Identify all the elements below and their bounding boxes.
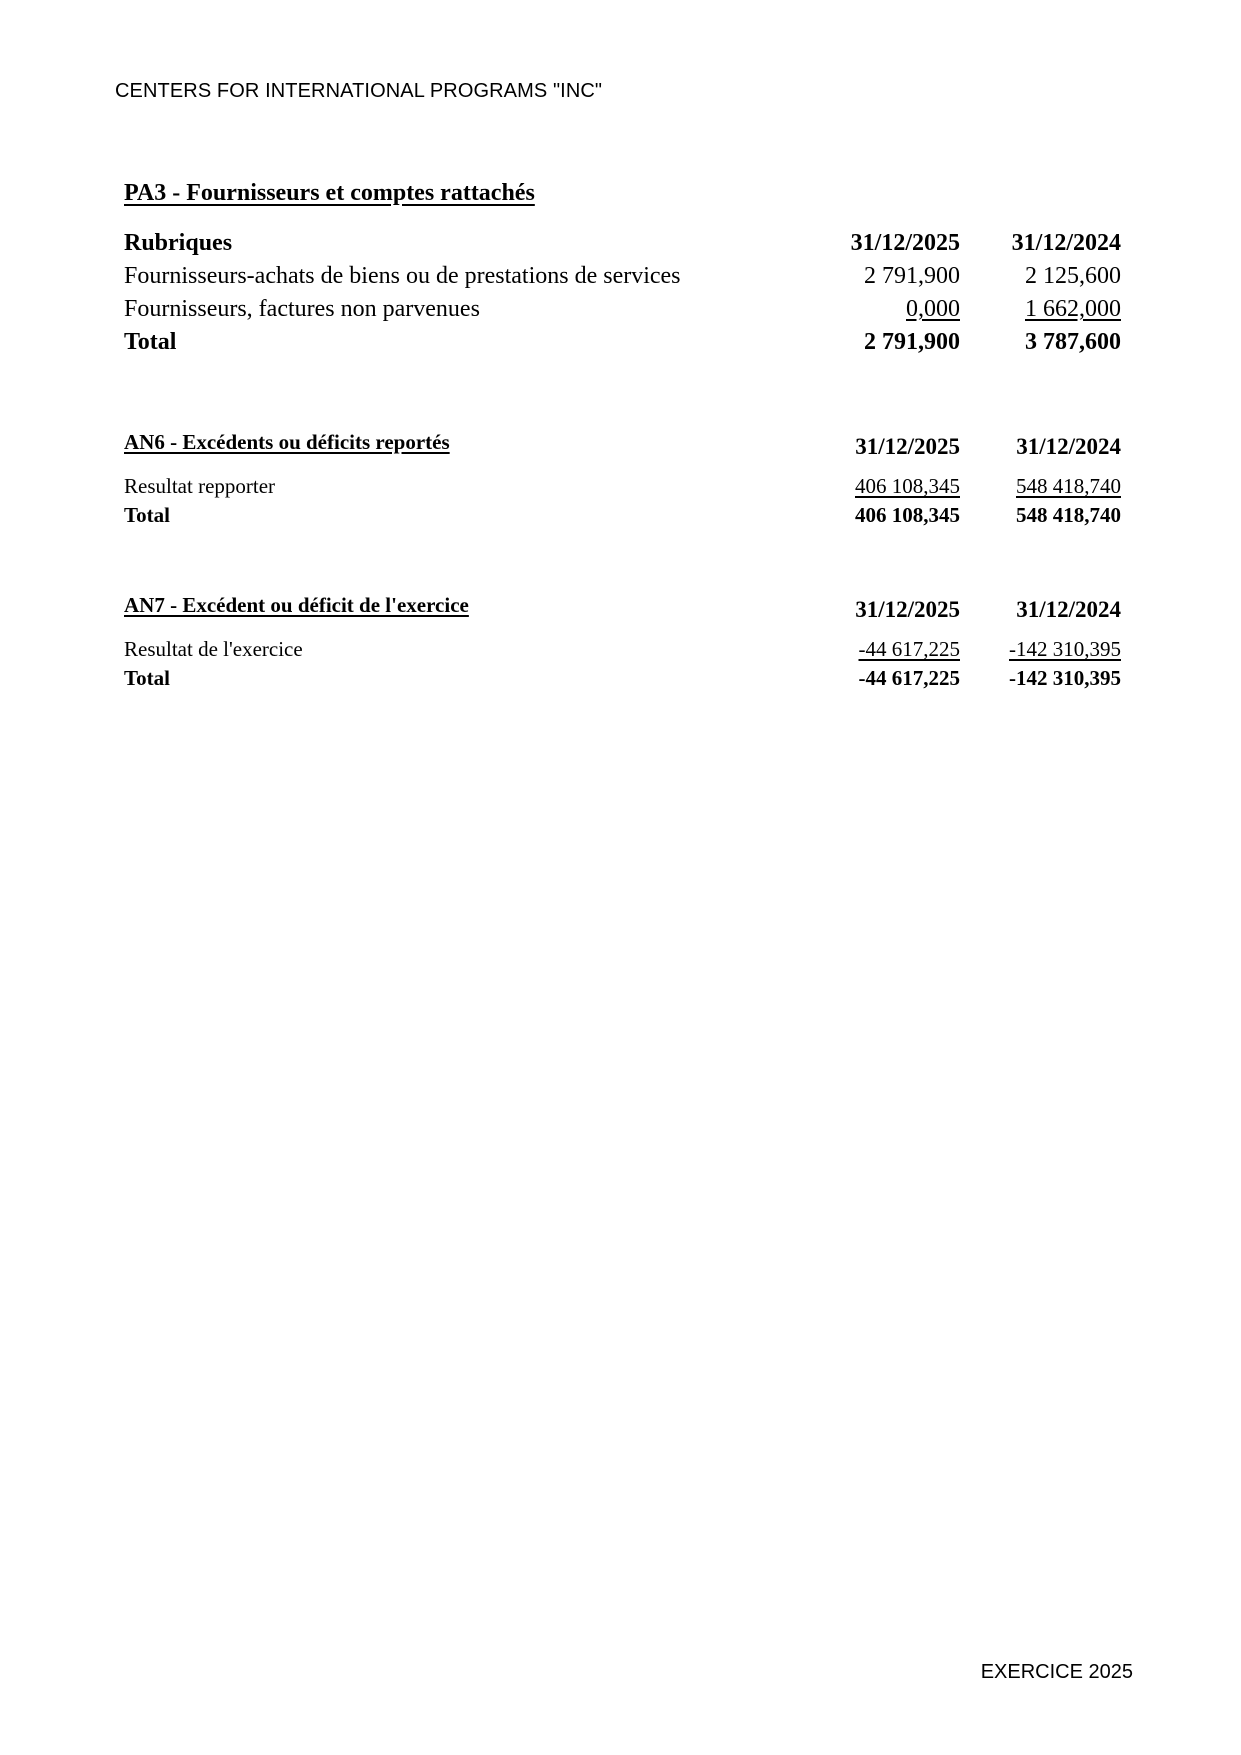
section-title-an7: AN7 - Excédent ou déficit de l'exercice: [124, 593, 469, 617]
value-2024: 548 418,740: [1016, 474, 1121, 498]
value-2025: 2 791,900: [864, 263, 960, 289]
column-header-2025: 31/12/2025: [850, 230, 960, 256]
section-header-row: [124, 593, 1124, 637]
value-2024: -142 310,395: [1009, 637, 1121, 661]
value-2025: 0,000: [906, 296, 960, 322]
total-label: Total: [124, 329, 177, 355]
total-2024: -142 310,395: [1009, 666, 1121, 690]
total-label: Total: [124, 503, 170, 527]
table-row: [124, 296, 1124, 329]
total-2024: 548 418,740: [1016, 503, 1121, 527]
row-label: Resultat repporter: [124, 474, 276, 498]
column-header-2025: 31/12/2025: [855, 434, 960, 459]
total-row: [124, 329, 1124, 362]
value-2025: 406 108,345: [855, 474, 960, 498]
section-header-row: [124, 430, 1124, 474]
exercise-footer: EXERCICE 2025: [980, 1661, 1133, 1683]
total-2025: -44 617,225: [858, 666, 960, 690]
row-label: Fournisseurs-achats de biens ou de prestations de services: [124, 263, 681, 289]
section-title-pa3: PA3 - Fournisseurs et comptes rattachés: [124, 180, 535, 206]
total-2024: 3 787,600: [1025, 329, 1121, 355]
value-2024: 1 662,000: [1025, 296, 1121, 322]
column-header-rubriques: Rubriques: [124, 230, 233, 256]
section-title-an6: AN6 - Excédents ou déficits reportés: [124, 430, 450, 454]
total-2025: 2 791,900: [864, 329, 960, 355]
company-header: CENTERS FOR INTERNATIONAL PROGRAMS "INC": [115, 80, 603, 102]
row-label: Resultat de l'exercice: [124, 637, 303, 661]
an7-section: [124, 593, 1124, 695]
pa3-section: [124, 180, 1124, 362]
total-row: [124, 503, 1124, 532]
table-row: [124, 474, 1124, 503]
value-2024: 2 125,600: [1025, 263, 1121, 289]
column-header-2025: 31/12/2025: [855, 597, 960, 622]
an6-section: [124, 430, 1124, 532]
total-2025: 406 108,345: [855, 503, 960, 527]
row-label: Fournisseurs, factures non parvenues: [124, 296, 480, 322]
table-row: [124, 263, 1124, 296]
total-row: [124, 666, 1124, 695]
table-header-row: [124, 230, 1124, 263]
table-row: [124, 637, 1124, 666]
total-label: Total: [124, 666, 170, 690]
column-header-2024: 31/12/2024: [1011, 230, 1121, 256]
column-header-2024: 31/12/2024: [1016, 434, 1121, 459]
column-header-2024: 31/12/2024: [1016, 597, 1121, 622]
value-2025: -44 617,225: [858, 637, 960, 661]
